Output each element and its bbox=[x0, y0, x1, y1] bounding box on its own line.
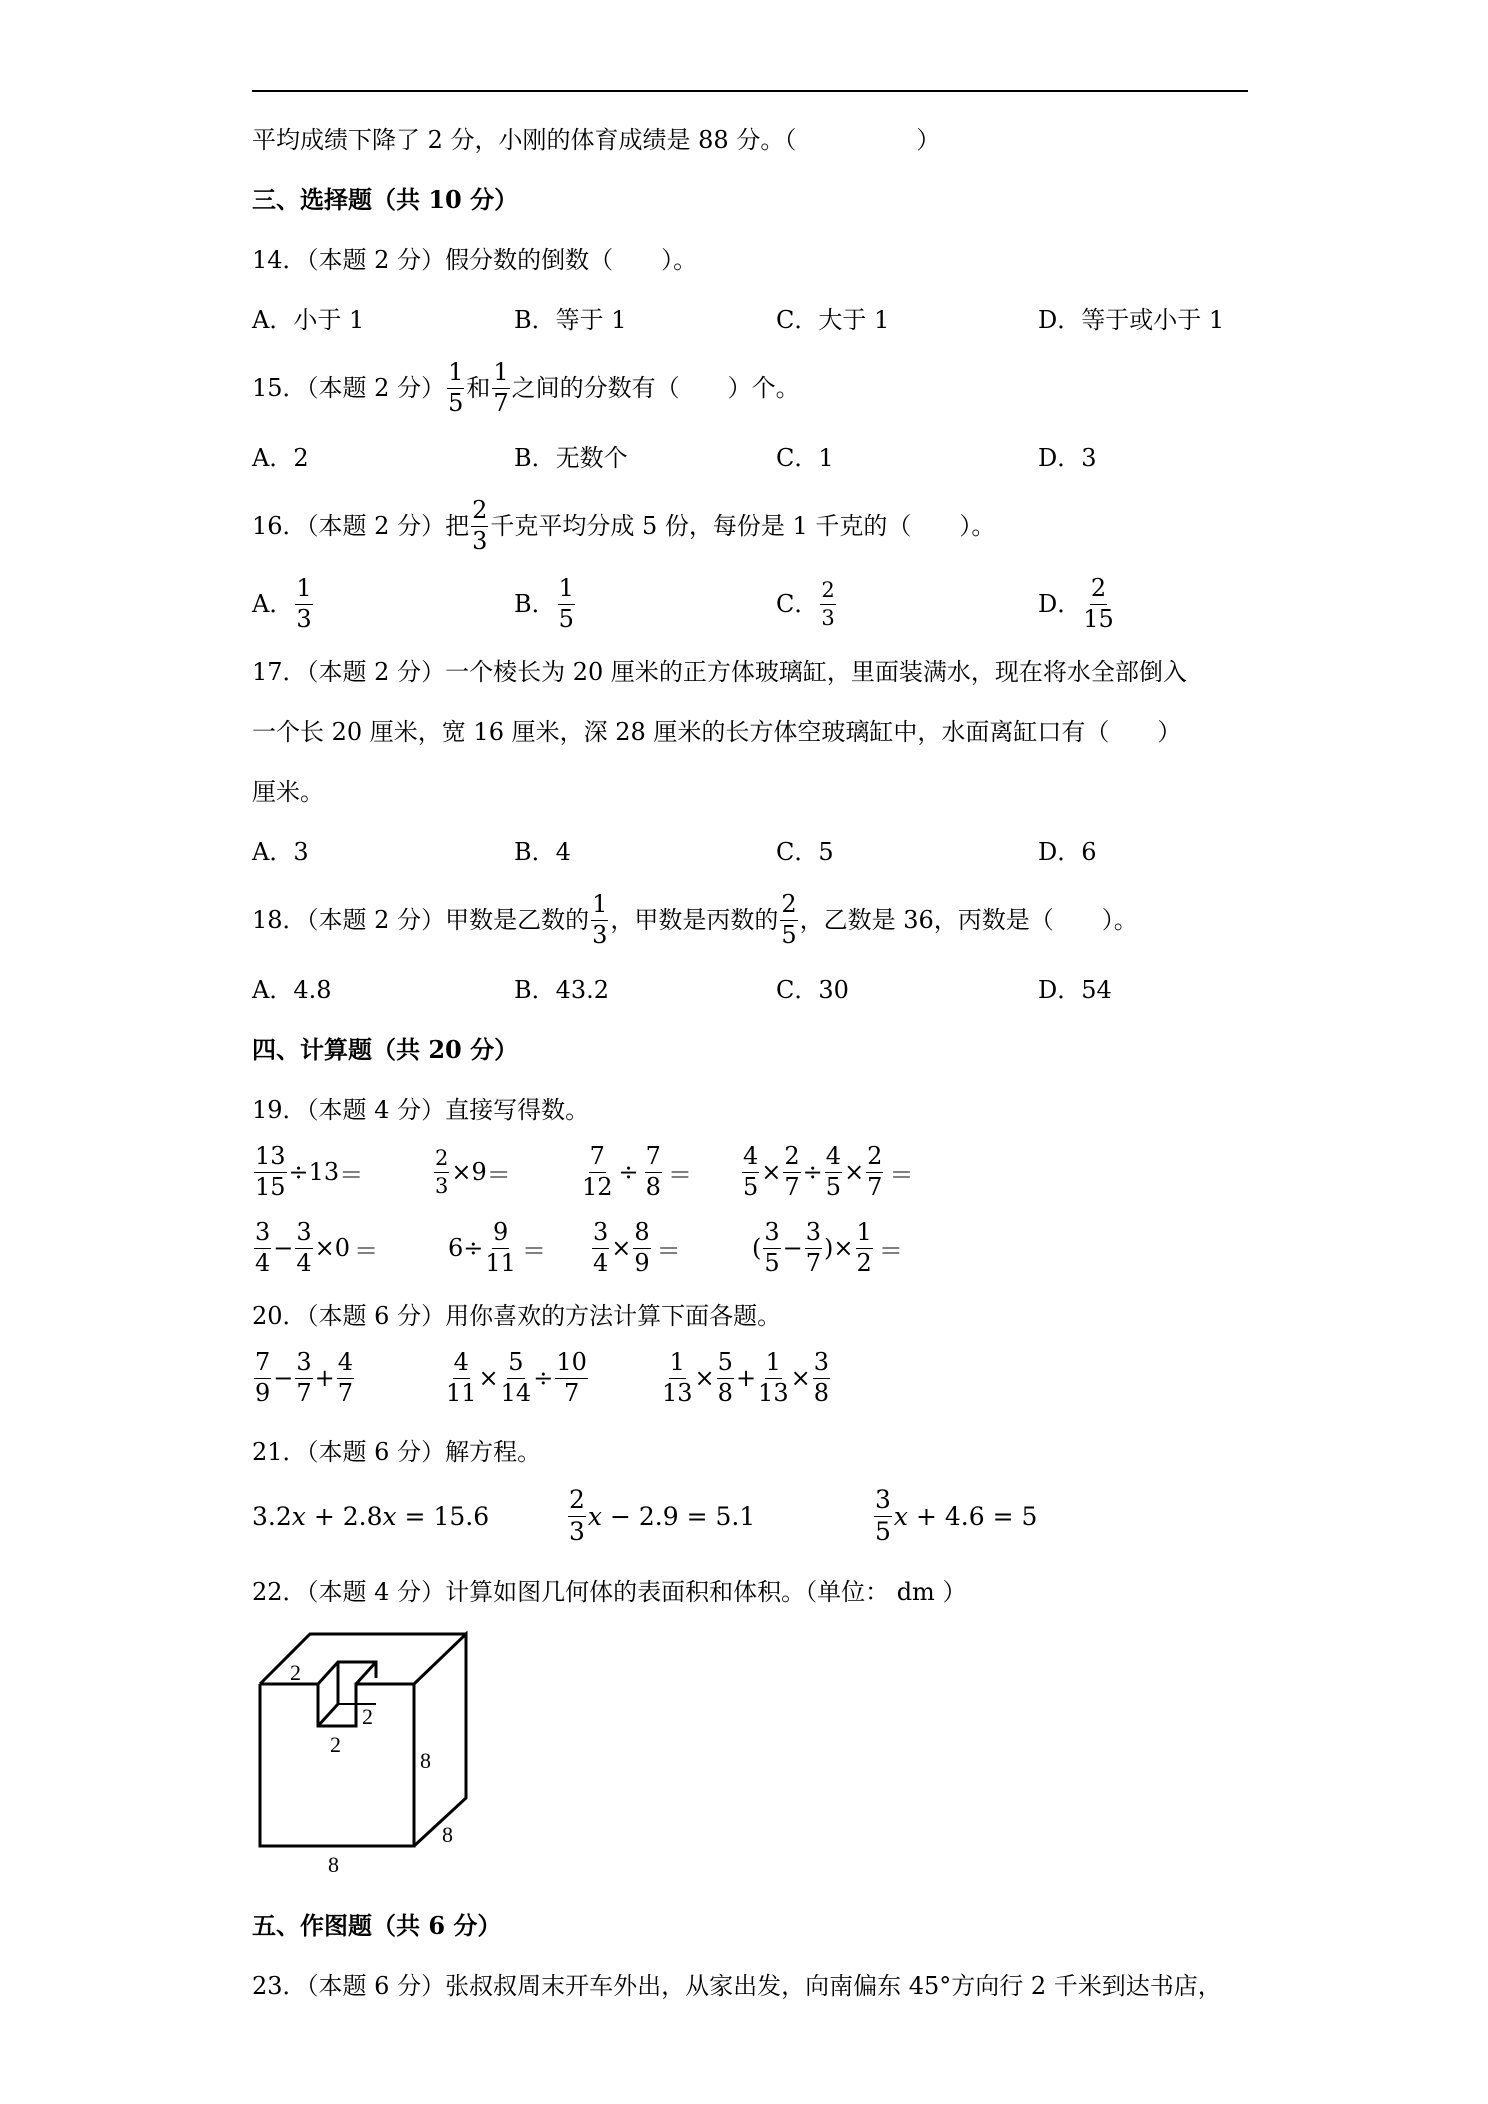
q20-stem: 20．（本题 6 分）用你喜欢的方法计算下面各题。 bbox=[252, 1302, 782, 1330]
q19-expr-1: $\frac{13}{15}$ ÷ 13 ＝ bbox=[255, 1142, 364, 1201]
q16-option-d-fraction: 2 15 bbox=[1083, 574, 1114, 633]
q18-option-d: D．54 bbox=[1038, 976, 1112, 1004]
q18-suffix: ，乙数是 36，丙数是（ ）。 bbox=[799, 906, 1138, 934]
q21-stem: 21．（本题 6 分）解方程。 bbox=[252, 1438, 542, 1466]
q21-equation-2: 2 3 x − 2.9 = 5.1 bbox=[569, 1485, 756, 1546]
q17-option-d: D．6 bbox=[1038, 838, 1097, 866]
q18-option-b: B．43.2 bbox=[514, 976, 610, 1004]
q19-stem: 19．（本题 4 分）直接写得数。 bbox=[252, 1096, 590, 1124]
q20-expr-2: $\frac{4}{11}$ × $\frac{5}{14}$ ÷ $\frac{10}{7}$ bbox=[446, 1348, 587, 1407]
notch-bottom-edge-back bbox=[318, 1704, 338, 1726]
label-notch-width: 2 bbox=[330, 1732, 341, 1757]
q17-option-c: C．5 bbox=[776, 838, 834, 866]
q16-fraction: 2 3 bbox=[472, 496, 488, 555]
q17-option-a: A．3 bbox=[252, 838, 309, 866]
q15-option-a: A．2 bbox=[252, 444, 309, 472]
q19-expr-5: 3 4 − $\frac{3}{4}$ × 0 ＝ bbox=[255, 1218, 379, 1277]
q16-stem bbox=[252, 494, 995, 558]
q20-expr-3: $\frac{1}{13}$ × $\frac{5}{8}$ + $\frac{1}{13}$ × $\frac{3}{8}$ bbox=[662, 1348, 829, 1407]
q16-option-b: B． 1 5 bbox=[514, 574, 574, 633]
q16-option-a: A． 1 3 bbox=[252, 574, 312, 633]
q17-option-b: B．4 bbox=[514, 838, 571, 866]
q14-option-b: B．等于 1 bbox=[514, 306, 627, 334]
q16-option-c: C． 2 3 bbox=[776, 578, 835, 630]
q16-option-c-fraction: 2 3 bbox=[821, 578, 835, 630]
header-rule bbox=[252, 90, 1248, 92]
q15-fraction-1: 1 5 bbox=[448, 358, 464, 417]
right-face-outline bbox=[414, 1634, 466, 1846]
q14-option-a: A．小于 1 bbox=[252, 306, 365, 334]
q23-stem: 23．（本题 6 分）张叔叔周末开车外出，从家出发，向南偏东 45°方向行 2 千米到达书店， bbox=[252, 1972, 1222, 2000]
q18-stem bbox=[252, 888, 1138, 952]
label-depth: 8 bbox=[442, 1822, 453, 1847]
q19-expr-4: $\frac{4}{5}$ × $\frac{2}{7}$ ÷ $\frac{4}{5}$ × $\frac{2}{7}$ ＝ bbox=[743, 1142, 914, 1201]
label-width: 8 bbox=[328, 1852, 339, 1874]
q17-line-1: 17．（本题 2 分）一个棱长为 20 厘米的正方体玻璃缸，里面装满水，现在将水全部倒入 bbox=[252, 658, 1187, 686]
q15-mid: 和 bbox=[466, 374, 491, 402]
q18-option-a: A．4.8 bbox=[252, 976, 332, 1004]
q18-fraction-1: 1 3 bbox=[592, 890, 608, 949]
q15-option-c: C．1 bbox=[776, 444, 834, 472]
q18-prefix: 18．（本题 2 分）甲数是乙数的 bbox=[252, 906, 590, 934]
q21-equation-3: 3 5 x + 4.6 = 5 bbox=[875, 1485, 1038, 1546]
label-side-height: 8 bbox=[420, 1748, 431, 1773]
q16-suffix: 千克平均分成 5 份，每份是 1 千克的（ ）。 bbox=[490, 512, 996, 540]
q19-expr-3: $\frac{7}{12}$ ÷ $\frac{7}{8}$ ＝ bbox=[582, 1142, 692, 1201]
q15-option-b: B．无数个 bbox=[514, 444, 628, 472]
q16-option-a-fraction: 1 3 bbox=[296, 574, 312, 633]
q14-stem: 14．（本题 2 分）假分数的倒数（ ）。 bbox=[252, 246, 698, 274]
q17-line-3: 厘米。 bbox=[252, 778, 324, 806]
q18-fraction-2: 2 5 bbox=[781, 890, 797, 949]
q22-stem: 22．（本题 4 分）计算如图几何体的表面积和体积。（单位： dm ） bbox=[252, 1578, 967, 1606]
section-3-title: 三、选择题（共 10 分） bbox=[252, 185, 519, 214]
section-5-title: 五、作图题（共 6 分） bbox=[252, 1911, 502, 1940]
q16-option-b-fraction: 1 5 bbox=[558, 574, 574, 633]
notch-side-edge bbox=[356, 1662, 376, 1684]
cube-with-notch-figure bbox=[256, 1628, 476, 1874]
continued-question-text: 平均成绩下降了 2 分，小刚的体育成绩是 88 分。（ ） bbox=[252, 126, 941, 154]
section-4-title: 四、计算题（共 20 分） bbox=[252, 1035, 519, 1064]
q19-expr-7: $\frac{3}{4}$ × $\frac{8}{9}$ ＝ bbox=[593, 1218, 681, 1277]
label-notch-depth: 2 bbox=[290, 1660, 301, 1685]
q17-line-2: 一个长 20 厘米，宽 16 厘米，深 28 厘米的长方体空玻璃缸中，水面离缸口有（ ） bbox=[252, 718, 1182, 746]
q19-expr-6: 6 ÷ $\frac{9}{11}$ ＝ bbox=[448, 1218, 546, 1277]
q19-expr-2: $\frac{2}{3}$ × 9 ＝ bbox=[435, 1146, 511, 1198]
q19-expr-8: ( 3 5 − $\frac{3}{7}$ ) × $\frac{1}{2}$ ＝ bbox=[752, 1218, 903, 1277]
q15-fraction-2: 1 7 bbox=[493, 358, 509, 417]
q14-option-d: D．等于或小于 1 bbox=[1038, 306, 1225, 334]
q16-prefix: 16．（本题 2 分）把 bbox=[252, 512, 470, 540]
q15-suffix: 之间的分数有（ ）个。 bbox=[511, 374, 800, 402]
q15-prefix: 15．（本题 2 分） bbox=[252, 374, 446, 402]
q14-option-c: C．大于 1 bbox=[776, 306, 890, 334]
q16-option-d: D． 2 15 bbox=[1038, 574, 1114, 633]
front-face-outline bbox=[260, 1684, 414, 1846]
q21-equation-1: 3.2 x + 2.8 x = 15.6 bbox=[252, 1501, 490, 1531]
q18-mid: ，甲数是丙数的 bbox=[610, 906, 779, 934]
q18-option-c: C．30 bbox=[776, 976, 849, 1004]
q15-option-d: D．3 bbox=[1038, 444, 1097, 472]
q15-stem bbox=[252, 356, 800, 420]
q20-expr-1: 7 9 − $\frac{3}{7}$ + $\frac{4}{7}$ bbox=[255, 1348, 354, 1407]
label-notch-height: 2 bbox=[362, 1704, 373, 1729]
